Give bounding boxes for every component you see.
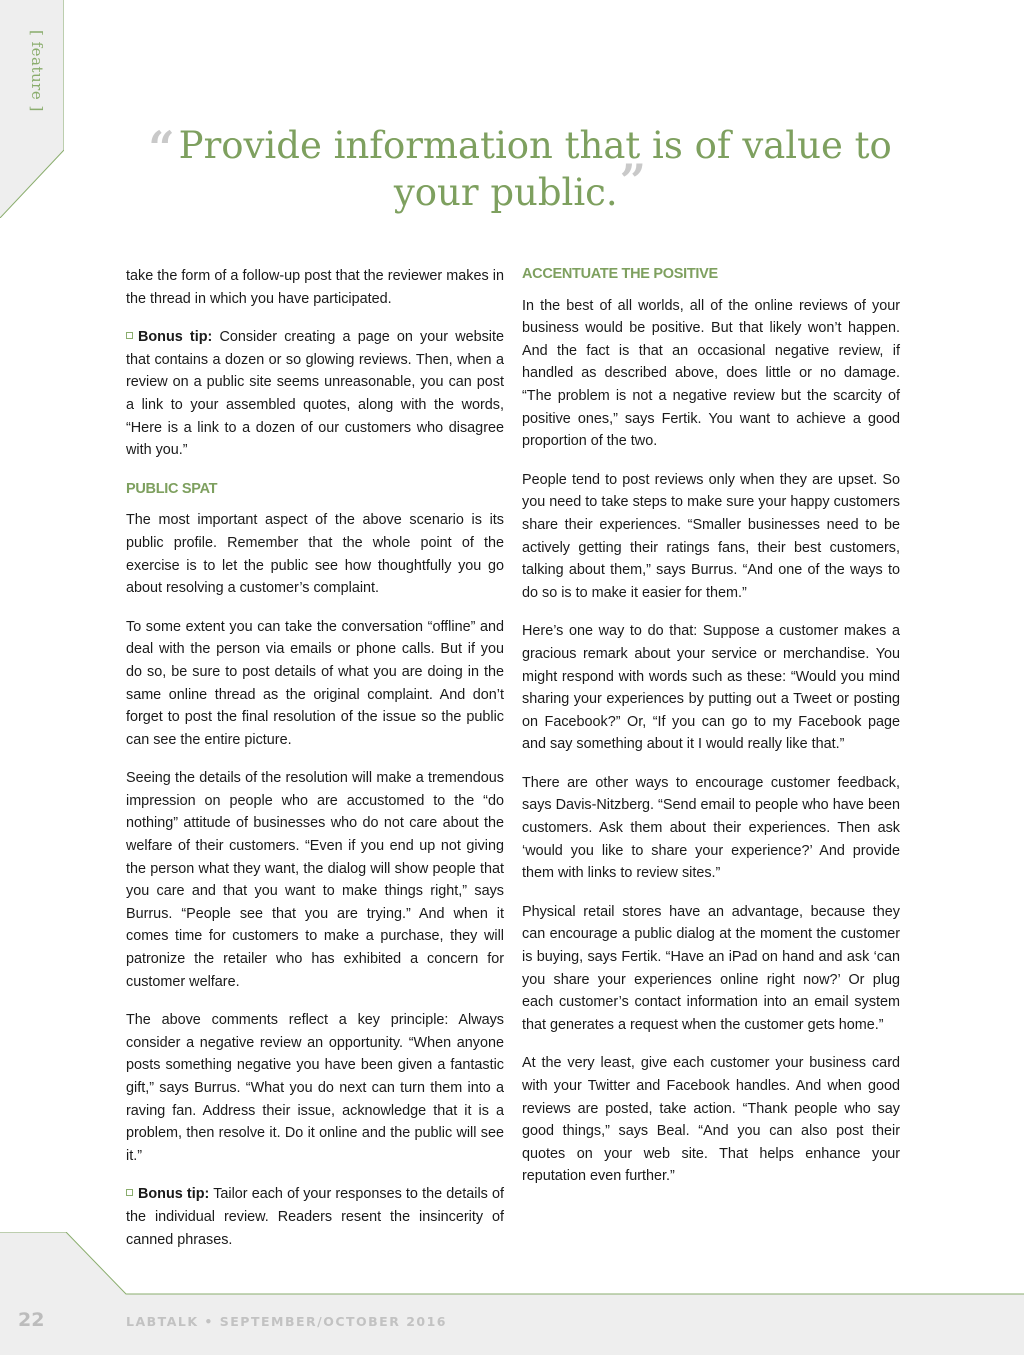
footer-band — [0, 1232, 1024, 1355]
close-quote-mark: ” — [619, 154, 647, 208]
body-paragraph: At the very least, give each customer your business card with your Twitter and Facebook handles. And when good reviews are posted, take action. “Thank people who say good things,” says Beal. “And you can also post their quotes on your web site. That helps enhance your reputation even further.” — [522, 1055, 900, 1185]
bullet-square-icon — [126, 1189, 133, 1196]
body-paragraph: The most important aspect of the above scenario is its public profile. Remember that the whole point of the exercise is to let the public see how thoughtfully you go about resolving a customer’s complaint. — [126, 512, 504, 597]
body-paragraph: There are other ways to encourage customer feedback, says Davis-Nitzberg. “Send email to people who have been customers. Ask them about their experiences. Then ask ‘would you like to share your experience?’ And provide them with links to review sites.” — [522, 774, 900, 882]
section-heading-public-spat: PUBLIC SPAT — [126, 480, 218, 497]
intro-paragraph: take the form of a follow-up post that the reviewer makes in the thread in which you have participated. — [126, 268, 504, 307]
bonus-tip-text: Tailor each of your responses to the details of the individual review. Readers resent the insincerity of canned phrases. — [126, 1186, 504, 1248]
pull-quote-text: Provide information that is of value to your public. — [178, 124, 892, 214]
bullet-square-icon — [126, 332, 133, 339]
body-paragraph: The above comments reflect a key principle: Always consider a negative review an opportunity. “When anyone posts something negative you have been given a fantastic gift,” says Burrus. “What you do next can turn them into a raving fan. Address their issue, acknowledge that it is a problem, then resolve it. Do it online and the public will see it.” — [126, 1012, 504, 1164]
bonus-tip-label: Bonus tip: — [138, 1186, 210, 1203]
bonus-tip-1 — [126, 326, 504, 462]
bonus-tip-text: Consider creating a page on your website that contains a dozen or so glowing reviews. Then, when a review on a public site seems unreasonable, you can post a link to your assembled quotes, along with the words, “Here is a link to a dozen of our customers who disagree with you.” — [126, 329, 504, 459]
bonus-tip-label: Bonus tip: — [138, 329, 213, 346]
body-paragraph: To some extent you can take the conversation “offline” and deal with the person via emails or phone calls. But if you do so, be sure to post details of what you are doing in the same online thread as the original complaint. And don’t forget to post the final resolution of the issue so the public can see the entire picture. — [126, 618, 504, 748]
publication-footer: LABTALK • SEPTEMBER/OCTOBER 2016 — [126, 1314, 447, 1329]
body-paragraph: Here’s one way to do that: Suppose a customer makes a gracious remark about your service or merchandise. You might respond with words such as these: “Would you mind sharing your experiences by putting out a Tweet or posting on Facebook?” Or, “If you can go to my Facebook page and say something about it I would really like that.” — [522, 623, 900, 753]
body-paragraph: Physical retail stores have an advantage, because they can encourage a public dialog at the moment the customer is buying, says Fertik. “Have an iPad on hand and ask ‘can you share your experiences online right now?’ Or plug each customer’s contact information into an email system that generates a request when the customer gets home.” — [522, 903, 900, 1033]
pull-quote — [130, 122, 910, 216]
body-paragraph: People tend to post reviews only when they are upset. So you need to take steps to make sure your happy customers share their experiences. “Smaller businesses need to be actively getting their ratings fans, their best customers, talking about them,” says Burrus. “And one of the ways to do so is to make it easier for them.” — [522, 471, 900, 601]
open-quote-mark: “ — [148, 121, 175, 175]
page-number: 22 — [18, 1309, 45, 1331]
left-column — [126, 263, 504, 1267]
section-tag: [ feature ] — [28, 30, 46, 112]
body-paragraph: Seeing the details of the resolution will make a tremendous impression on people who are accustomed to the “do nothing” attitude of businesses who do not care about the welfare of their customers. “Even if you end up not giving the person what they want, the dialog will show people that you care and that you want to make things right,” says Burrus. “People see that you are trying.” And when it comes time for customers to make a purchase, they will patronize the retailer who has exhibited a concern for customer welfare. — [126, 770, 504, 990]
right-column — [522, 263, 900, 1204]
section-heading-accentuate: ACCENTUATE THE POSITIVE — [522, 266, 718, 282]
body-paragraph: In the best of all worlds, all of the online reviews of your business would be positive. But that likely won’t happen. And the fact is that an occasional negative review, if handled as described above, does little or no damage. “The problem is not a negative review but the scarcity of positive ones,” says Fertik. You want to achieve a good proportion of the two. — [522, 297, 900, 450]
